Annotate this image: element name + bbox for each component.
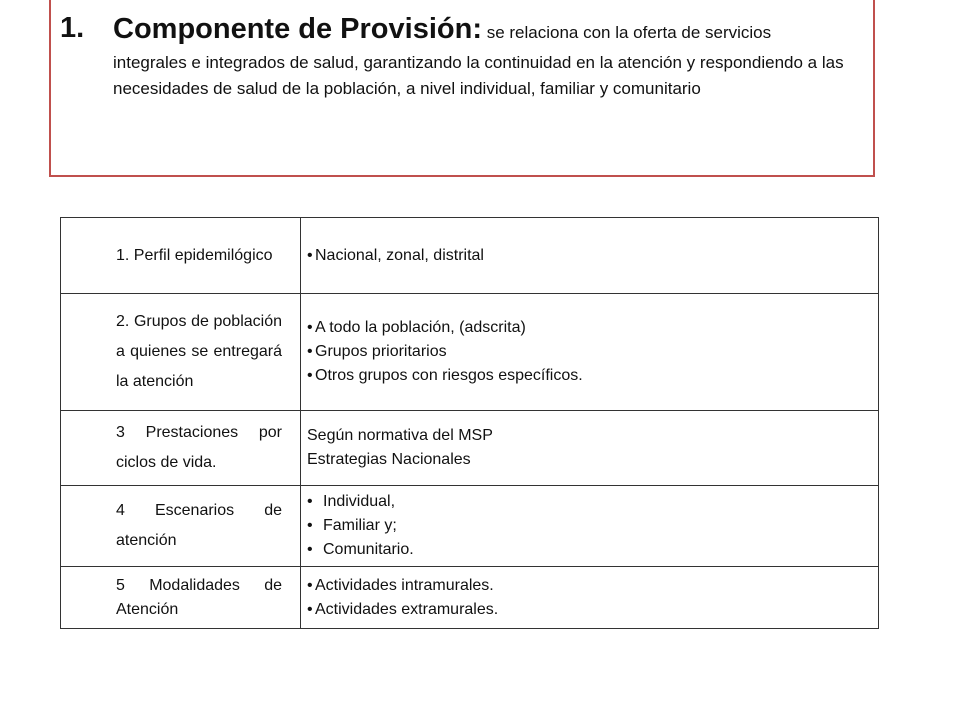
list-item xyxy=(307,598,872,622)
row-content xyxy=(301,294,879,411)
list-item-text: Comunitario. xyxy=(323,541,414,558)
bullet-list xyxy=(307,244,872,268)
list-item xyxy=(307,244,872,268)
bullet-icon: • xyxy=(307,493,313,510)
bullet-icon: • xyxy=(307,576,313,594)
bullet-icon: • xyxy=(307,600,313,618)
section-title-line xyxy=(113,12,868,50)
row-label: 3 Prestaciones por ciclos de vida. xyxy=(61,411,301,486)
bullet-icon: • xyxy=(307,343,313,360)
table-row xyxy=(61,294,879,411)
list-item-text: Individual, xyxy=(323,493,396,510)
list-item xyxy=(307,316,872,340)
table-row xyxy=(61,486,879,567)
list-item xyxy=(307,490,872,514)
section-heading: Componente de Provisión: xyxy=(113,13,482,45)
section-description-start: se relaciona con la oferta de servicios xyxy=(481,23,772,42)
list-item xyxy=(307,574,872,598)
list-item-text: Grupos prioritarios xyxy=(315,343,447,360)
section-intro xyxy=(113,12,868,102)
plain-line: Estrategias Nacionales xyxy=(307,451,471,468)
provision-table xyxy=(60,217,879,629)
bullet-list xyxy=(307,574,872,622)
bullet-list xyxy=(307,316,872,388)
list-item-text: Actividades extramurales. xyxy=(315,600,499,618)
plain-line: Según normativa del MSP xyxy=(307,427,493,444)
bullet-icon: • xyxy=(307,367,313,384)
bullet-list xyxy=(307,490,872,562)
table-row xyxy=(61,411,879,486)
list-item xyxy=(307,514,872,538)
bullet-icon: • xyxy=(307,541,313,558)
list-item-text: Nacional, zonal, distrital xyxy=(315,246,484,264)
list-item xyxy=(307,340,872,364)
list-item xyxy=(307,538,872,562)
row-label: 5 Modalidades de Atención xyxy=(61,567,301,629)
row-label: 4 Escenarios de atención xyxy=(61,486,301,567)
table-row xyxy=(61,218,879,294)
row-content xyxy=(301,567,879,629)
list-item-text: A todo la población, (adscrita) xyxy=(315,319,526,336)
bullet-icon: • xyxy=(307,319,313,336)
row-content xyxy=(301,218,879,294)
list-item-text: Otros grupos con riesgos específicos. xyxy=(315,367,583,384)
section-description-rest: integrales e integrados de salud, garantizando la continuidad en la atención y respondiendo a las necesidades de salud de la población, a nivel individual, familiar y comunitario xyxy=(113,53,844,98)
bullet-icon: • xyxy=(307,517,313,534)
table-row xyxy=(61,567,879,629)
list-item-text: Actividades intramurales. xyxy=(315,576,494,594)
row-label: 1. Perfil epidemilógico xyxy=(61,218,301,294)
row-label: 2. Grupos de población a quienes se entregará la atención xyxy=(61,294,301,411)
row-content xyxy=(301,486,879,567)
row-content xyxy=(301,411,879,486)
list-item-text: Familiar y; xyxy=(323,517,397,534)
list-item xyxy=(307,364,872,388)
section-number: 1. xyxy=(60,12,85,44)
bullet-icon: • xyxy=(307,246,313,264)
